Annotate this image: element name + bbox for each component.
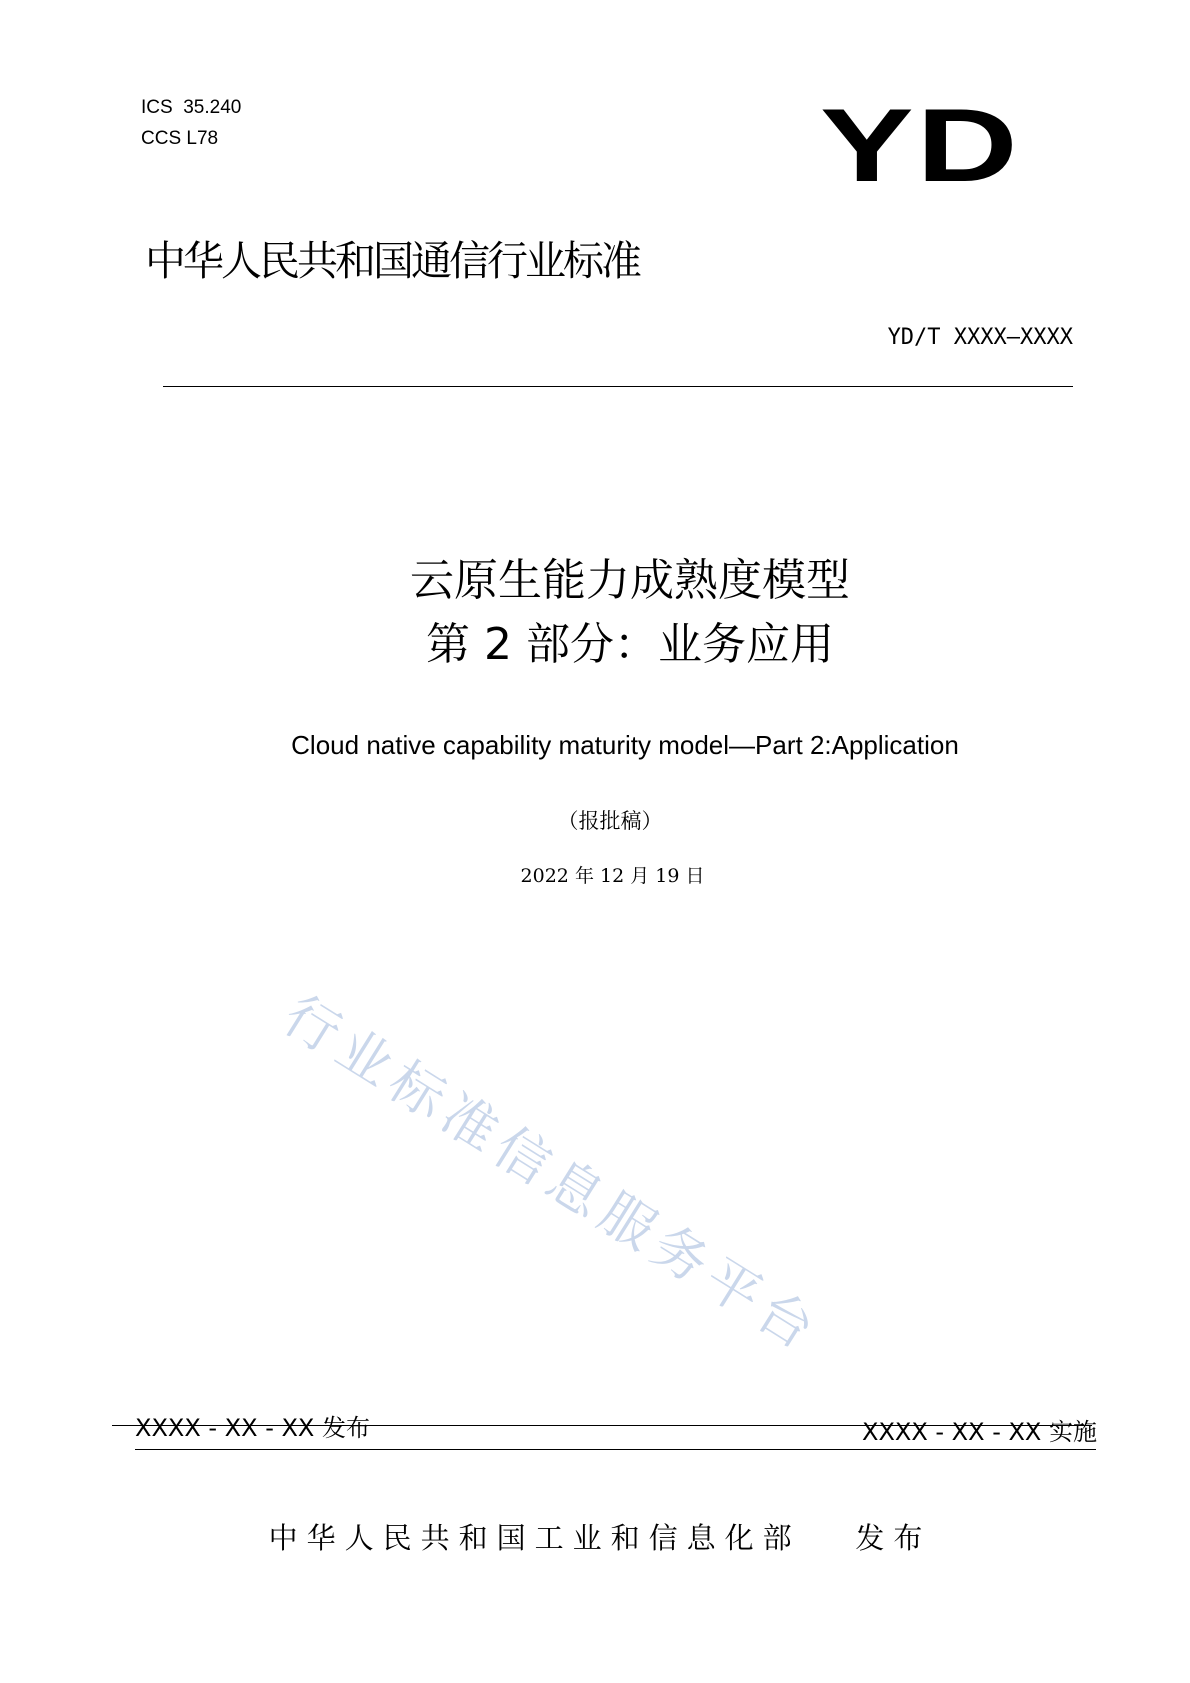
document-title-line1: 云原生能力成熟度模型: [410, 555, 850, 606]
header-divider: [163, 386, 1073, 387]
draft-status: （报批稿）: [557, 809, 663, 833]
implement-date: XXXX - XX - XX 实施: [862, 1418, 1097, 1446]
issuing-authority: 中华人民共和国工业和信息化部 发布: [268, 1521, 932, 1555]
publish-date: XXXX - XX - XX 发布: [135, 1414, 370, 1442]
draft-date: 2022 年 12 月 19 日: [520, 865, 705, 887]
standard-category: 中华人民共和国通信行业标准: [145, 237, 639, 285]
standard-number: YD/T XXXX—XXXX: [887, 325, 1073, 350]
ccs-code: CCS L78: [141, 128, 219, 149]
ics-code: ICS 35.240: [141, 97, 242, 118]
publication-divider-lower: [135, 1449, 1096, 1450]
document-title-line2: 第 2 部分：业务应用: [426, 619, 834, 670]
classification-codes: [141, 92, 241, 154]
watermark: 行业标准信息服务平台: [272, 983, 832, 1366]
english-title: Cloud native capability maturity model—Part 2:Application: [291, 730, 959, 760]
yd-logo: YD: [820, 88, 1021, 204]
